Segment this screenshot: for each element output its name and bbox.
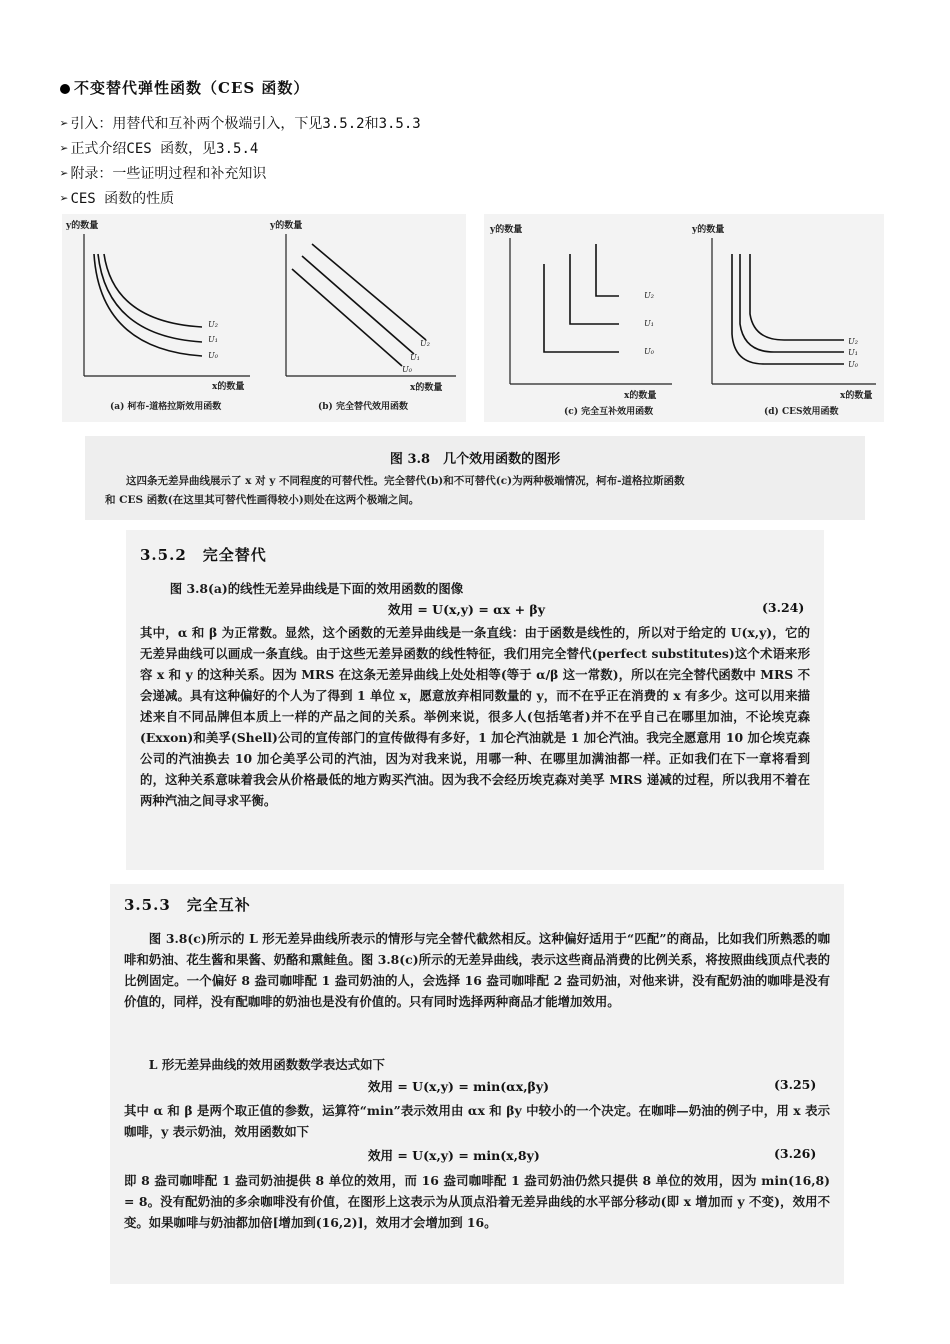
curve-label-u0: U₀ [644,347,654,356]
arrow-bullet-icon: ➢ [60,141,69,157]
paragraph: 其中 α 和 β 是两个取正值的参数，运算符“min”表示效用由 αx 和 βy 中较小的一个决定。在咖啡—奶油的例子中，用 x 表示咖啡，y 表示奶油，效用函数如下 [124,1103,830,1139]
section-heading: 3.5.3 完全互补 [124,896,251,914]
y-axis-label: y的数量 [270,221,303,231]
curve-label-u2: U₂ [848,337,858,346]
x-axis-label: x的数量 [212,382,245,392]
list-item: ➢ 正式介绍CES 函数，见3.5.4 [60,141,259,157]
caption-a: (a) 柯布-道格拉斯效用函数 [110,402,222,412]
equation-3-25: 效用 = U(x,y) = min(αx,βy) [368,1079,550,1094]
arrow-bullet-icon: ➢ [60,166,69,182]
section-heading: 3.5.2 完全替代 [140,546,267,564]
list-item: ➢ 引入：用替代和互补两个极端引入，下见3.5.2和3.5.3 [60,116,421,132]
curve-label-u1: U₁ [644,319,654,328]
y-axis-label: y的数量 [490,225,523,235]
equation-3-24: 效用 = U(x,y) = αx + βy [388,602,545,617]
list-item: ➢ CES 函数的性质 [60,191,175,207]
paragraph: 图 3.8(c)所示的 L 形无差异曲线所表示的情形与完全替代截然相反。这种偏好适用于“匹配”的商品，比如我们所熟悉的咖啡和奶油、花生酱和果酱、奶酪和熏鲑鱼。图 3.8(c)所示的无差异曲线，表示这些商品消费的比例关系，将按照曲线顶点代表的比例固定。一个偏好 8 盎司咖啡配 1 盎司奶油的人，会选择 16 盎司咖啡配 2 盎司奶油，对他来讲，没有配奶油的咖啡是没有价值的，同样，没有配咖啡的奶油也是没有价值的。只有同时选择两种商品才能增加效用。 [124,931,830,1009]
curve-label-u1: U₁ [410,353,420,362]
bullet-dot-icon [60,84,70,94]
curve-label-u2: U₂ [420,339,430,348]
paragraph: 即 8 盎司咖啡配 1 盎司奶油提供 8 单位的效用，而 16 盎司咖啡配 1 盎司奶油仍然只提供 8 单位的效用，因为 min(16,8) = 8。没有配奶油的多余咖啡没有价值，在图形上这表示为从顶点沿着无差异曲线的水平部分移动(即 x 增加而 y 不变)，效用不变。如果咖啡与奶油都加倍[增加到(16,2)]，效用才会增加到 16。 [124,1173,830,1230]
figure-panel-cd [484,214,884,422]
arrow-bullet-icon: ➢ [60,191,69,207]
curve-label-u1: U₁ [848,348,858,357]
curve-label-u0: U₀ [402,365,412,374]
equation-number: (3.25) [774,1077,817,1092]
list-item: ➢ 附录：一些证明过程和补充知识 [60,166,267,182]
curve-label-u2: U₂ [644,291,654,300]
equation-number: (3.24) [762,600,805,615]
equation-3-26: 效用 = U(x,y) = min(x,8y) [368,1148,540,1163]
paragraph: 其中，α 和 β 为正常数。显然，这个函数的无差异曲线是一条直线：由于函数是线性的，所以对于给定的 U(x,y)，它的无差异曲线可以画成一条直线。由于这些无差异函数的线性特征，我们用完全替代(perfect substitutes)这个术语来形容 x 和 y 的这种关系。因为 MRS 在这条无差异曲线上处处相等(等于 α/β 这一常数)，所以在完全替代函数中 MRS 不会递减。具有这种偏好的个人为了得到 1 单位 x，愿意放弃相同数量的 y，而不在乎正在消费的 x 有多少。这可以用来描述来自不同品牌但本质上一样的产品之间的关系。举例来说，很多人(包括笔者)并不在乎自己在哪里加油，不论埃克森(Exxon)和美孚(Shell)公司的宣传部门的宣传做得有多好，1 加仑汽油就是 1 加仑汽油。我完全愿意用 10 加仑埃克森公司的汽油换去 10 加仑美孚公司的汽油，因为对我来说，用哪一种、在哪里加满油都一样。正如我们在下一章将看到的，这种关系意味着我会从价格最低的地方购买汽油。因为我不会经历埃克森对美孚 MRS 递减的过程，所以我用不着在两种汽油之间寻求平衡。 [140,625,810,808]
curve-label-u0: U₀ [848,360,858,369]
equation-number: (3.26) [774,1146,817,1161]
figure-panel-ab [62,214,466,422]
caption-b: (b) 完全替代效用函数 [318,402,408,412]
curve-label-u0: U₀ [208,351,218,360]
section-353 [110,884,844,1284]
x-axis-label: x的数量 [840,391,873,401]
paragraph: 图 3.8(a)的线性无差异曲线是下面的效用函数的图像 [169,581,464,596]
figure-description: 这四条无差异曲线展示了 x 对 y 不同程度的可替代性。完全替代(b)和不可替代(c)为两种极端情况，柯布-道格拉斯函数 和 CES 函数(在这里其可替代性画得较小)则处在这两个极端之间。 [105,475,685,506]
y-axis-label: y的数量 [692,225,725,235]
arrow-bullet-icon: ➢ [60,116,69,132]
section-352 [126,530,824,870]
curve-label-u1: U₁ [208,335,218,344]
caption-c: (c) 完全互补效用函数 [564,407,654,417]
x-axis-label: x的数量 [624,391,657,401]
caption-d: (d) CES效用函数 [764,407,839,417]
figure-caption [85,436,865,520]
paragraph: L 形无差异曲线的效用函数数学表达式如下 [148,1057,385,1072]
x-axis-label: x的数量 [410,383,443,393]
figure-title: 图 3.8 几个效用函数的图形 [389,452,561,467]
curve-label-u2: U₂ [208,320,218,329]
y-axis-label: y的数量 [66,221,99,231]
page-title: 不变替代弹性函数（CES 函数） [60,78,309,98]
